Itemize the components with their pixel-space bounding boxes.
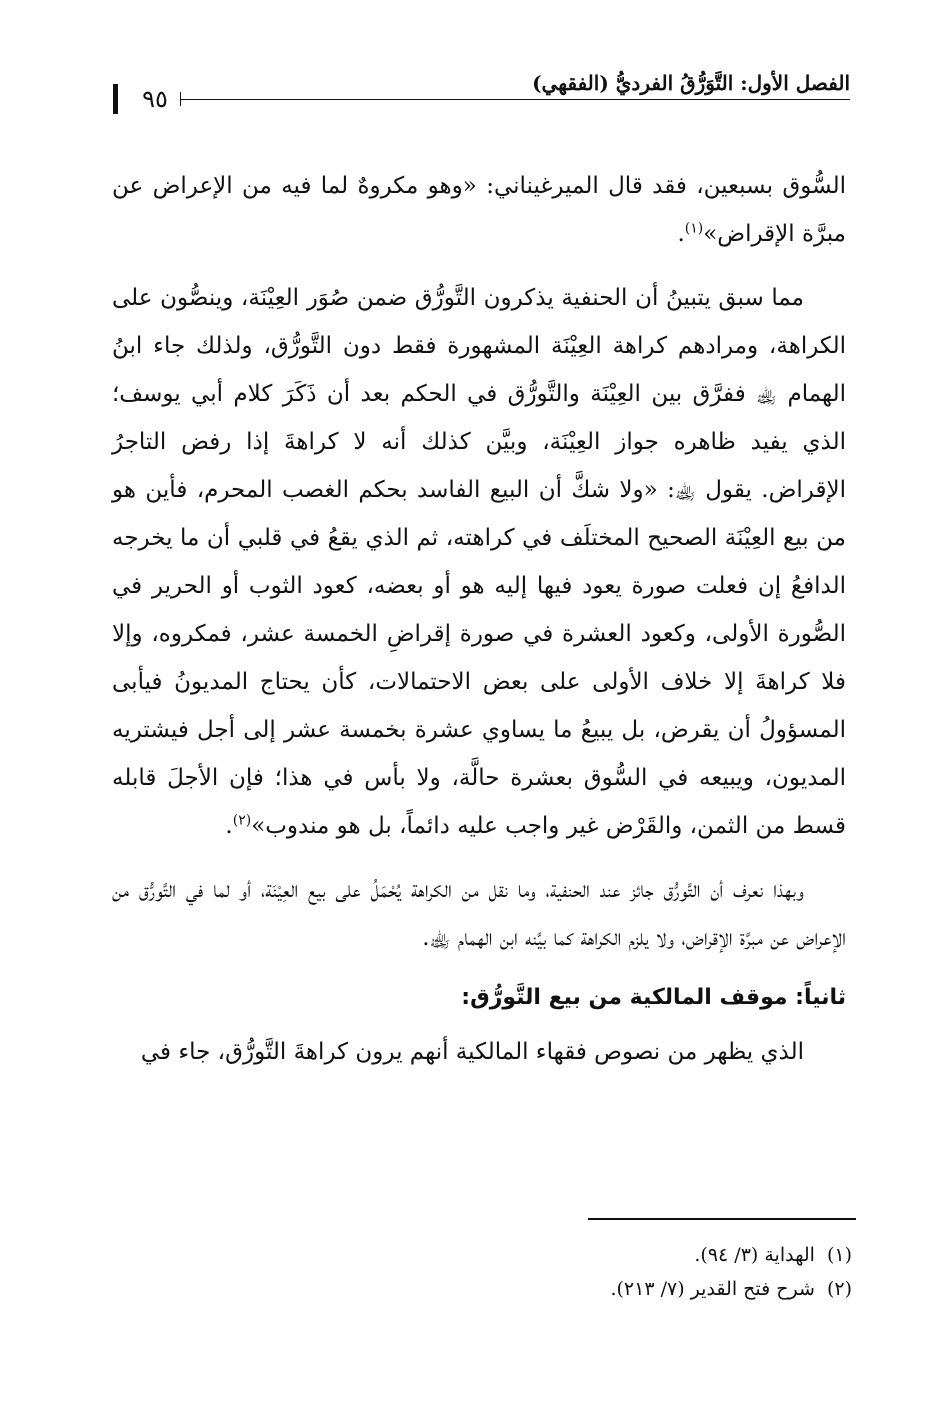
paragraph-text: مما سبق يتبينُ أن الحنفية يذكرون التَّورُّق ضمن صُوَر العِيْنَة، وينصُّون على الكراهة، ومرادهم كراهة العِيْنَة المشهورة فقط دون التَّورُّق، ولذلك جاء ابنُ الهمام ﵀ ففرَّق بين العِيْنَة والتَّورُّق في الحكم بعد أن ذَكَرَ كلام أبي يوسف؛ الذي يفيد ظاهره جواز العِيْنَة، وبيَّن كذلك أنه لا كراهةَ إذا رفض التاجرُ الإقراض. يقول ﵀: «ولا شكَّ أن البيع الفاسد بحكم الغصب المحرم، فأين هو من بيع العِيْنَة الصحيح المختلَف في كراهته، ثم الذي يقعُ في قلبي أن ما يخرجه الدافعُ إن فعلت صورة يعود فيها إليه هو أو بعضه، كعود الثوب أو الحرير في الصُّورة الأولى، وكعود العشرة في صورة إقراضِ الخمسة عشر، فمكروه، وإلا فلا كراهةَ إلا خلاف الأولى على بعض الاحتمالات، كأن يحتاج المديونُ فيأبى المسؤولُ أن يقرض، بل يبيعُ ما يساوي عشرة بخمسة عشر إلى أجل فيشتريه المديون، ويبيعه في السُّوق بعشرة حالَّة، ولا بأس في هذا؛ فإن الأجلَ قابله قسط من الثمن، والقَرْض غير واجب عليه دائماً، بل هو مندوب» bbox=[112, 285, 846, 839]
paragraph-1 bbox=[112, 162, 846, 258]
footnote-divider bbox=[588, 1218, 856, 1220]
section-heading: ثانياً: موقف المالكية من بيع التَّورُّق: bbox=[461, 985, 846, 1010]
footnote-text: شرح فتح القدير (٧/ ٢١٣). bbox=[610, 1278, 815, 1300]
running-header bbox=[108, 72, 850, 112]
body-text bbox=[112, 162, 846, 1076]
footnote-number: (٢) bbox=[826, 1278, 852, 1300]
footnote-text: الهداية (٣/ ٩٤). bbox=[694, 1244, 815, 1266]
paragraph-tail: . bbox=[677, 221, 685, 247]
paragraph-gap bbox=[112, 850, 846, 866]
paragraph-2 bbox=[112, 274, 846, 850]
footnote-2 bbox=[112, 1272, 852, 1306]
paragraph-tail: . bbox=[225, 813, 233, 839]
header-rule bbox=[180, 99, 850, 100]
header-bar bbox=[113, 84, 118, 114]
footnote-1 bbox=[112, 1238, 852, 1272]
paragraph-text: وبهذا نعرف أن التَّورُّق جائز عند الحنفية، وما نقل من الكراهة يُحْمَلُ على بيع العِيْنَة، أو لما في التَّورُّق من الإعراض عن مبرَّة الإقراض، ولا يلزم الكراهة كما بيَّنه ابن الهمام ﵀. bbox=[112, 877, 846, 951]
paragraph-gap bbox=[112, 258, 846, 274]
footnote-ref[interactable]: (١) bbox=[684, 220, 704, 237]
chapter-title: الفصل الأول: التَّوَرُّقُ الفرديُّ (الفقهي) bbox=[532, 71, 850, 95]
footnote-number: (١) bbox=[826, 1244, 852, 1266]
section-first-line: الذي يظهر من نصوص فقهاء المالكية أنهم يرون كراهةَ التَّورُّق، جاء في bbox=[140, 1039, 804, 1065]
page-number: ٩٥ bbox=[142, 85, 168, 113]
paragraph-3 bbox=[112, 866, 846, 962]
paragraph-text: السُّوق بسبعين، فقد قال الميرغيناني: «وهو مكروهٌ لما فيه من الإعراض عن مبرَّة الإقراض» bbox=[112, 173, 846, 247]
footnote-ref[interactable]: (٢) bbox=[232, 812, 252, 829]
footnotes bbox=[112, 1238, 852, 1306]
